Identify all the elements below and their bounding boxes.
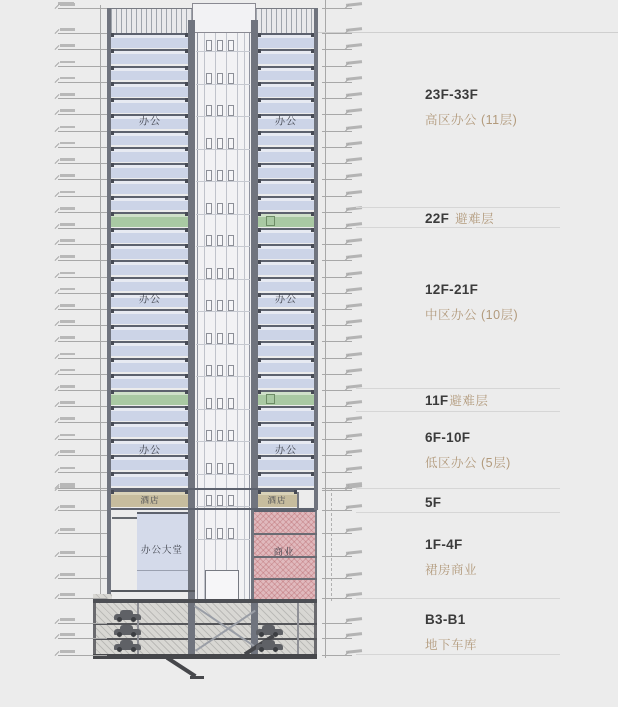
- floor-annotation: [425, 536, 610, 578]
- level-divider-line: [356, 654, 560, 655]
- floor-annotation: [425, 429, 610, 471]
- annotation-range: 5F: [425, 495, 442, 510]
- annotation-desc: 地下车库: [425, 638, 478, 652]
- zone-label-office-high-left: 办公: [139, 116, 161, 128]
- floor-annotation: [425, 391, 610, 410]
- zone-label-commercial: 商业: [273, 547, 295, 558]
- annotation-range: B3-B1: [425, 612, 466, 627]
- annotation-desc: 裙房商业: [425, 563, 478, 577]
- level-divider-line: [356, 512, 560, 513]
- floor-annotation: [425, 86, 610, 128]
- annotation-range: 22F: [425, 211, 450, 226]
- zone-label-office-mid-left: 办公: [139, 294, 161, 306]
- annotation-desc: 低区办公 (5层): [425, 456, 511, 470]
- level-divider-line: [356, 598, 560, 599]
- annotation-desc: 高区办公 (11层): [425, 113, 518, 127]
- level-divider-line: [356, 207, 560, 208]
- floor-annotation: [425, 611, 610, 653]
- annotation-desc: 中区办公 (10层): [425, 308, 519, 322]
- annotation-range: 6F-10F: [425, 430, 471, 445]
- annotation-range: 12F-21F: [425, 282, 479, 297]
- level-divider-line: [356, 488, 560, 489]
- level-divider-line: [356, 388, 560, 389]
- floor-annotation: [425, 281, 610, 323]
- zone-label-office-low-right: 办公: [275, 445, 297, 457]
- floor-annotation: [425, 209, 610, 228]
- annotation-range: 1F-4F: [425, 537, 463, 552]
- zone-label-office-low-left: 办公: [139, 445, 161, 457]
- annotation-range: 23F-33F: [425, 87, 479, 102]
- level-divider-line: [356, 411, 560, 412]
- zone-label-hotel-right: 酒店: [267, 495, 287, 505]
- annotation-range: 11F: [425, 393, 449, 408]
- zone-label-office-high-right: 办公: [275, 116, 297, 128]
- annotation-desc: 避难层: [449, 394, 489, 408]
- zone-label-hotel-left: 酒店: [140, 495, 160, 505]
- floor-annotation: [425, 494, 610, 512]
- annotation-desc: 避难层: [455, 212, 495, 226]
- zone-label-lobby: 办公大堂: [140, 545, 184, 556]
- zone-label-office-mid-right: 办公: [275, 294, 297, 306]
